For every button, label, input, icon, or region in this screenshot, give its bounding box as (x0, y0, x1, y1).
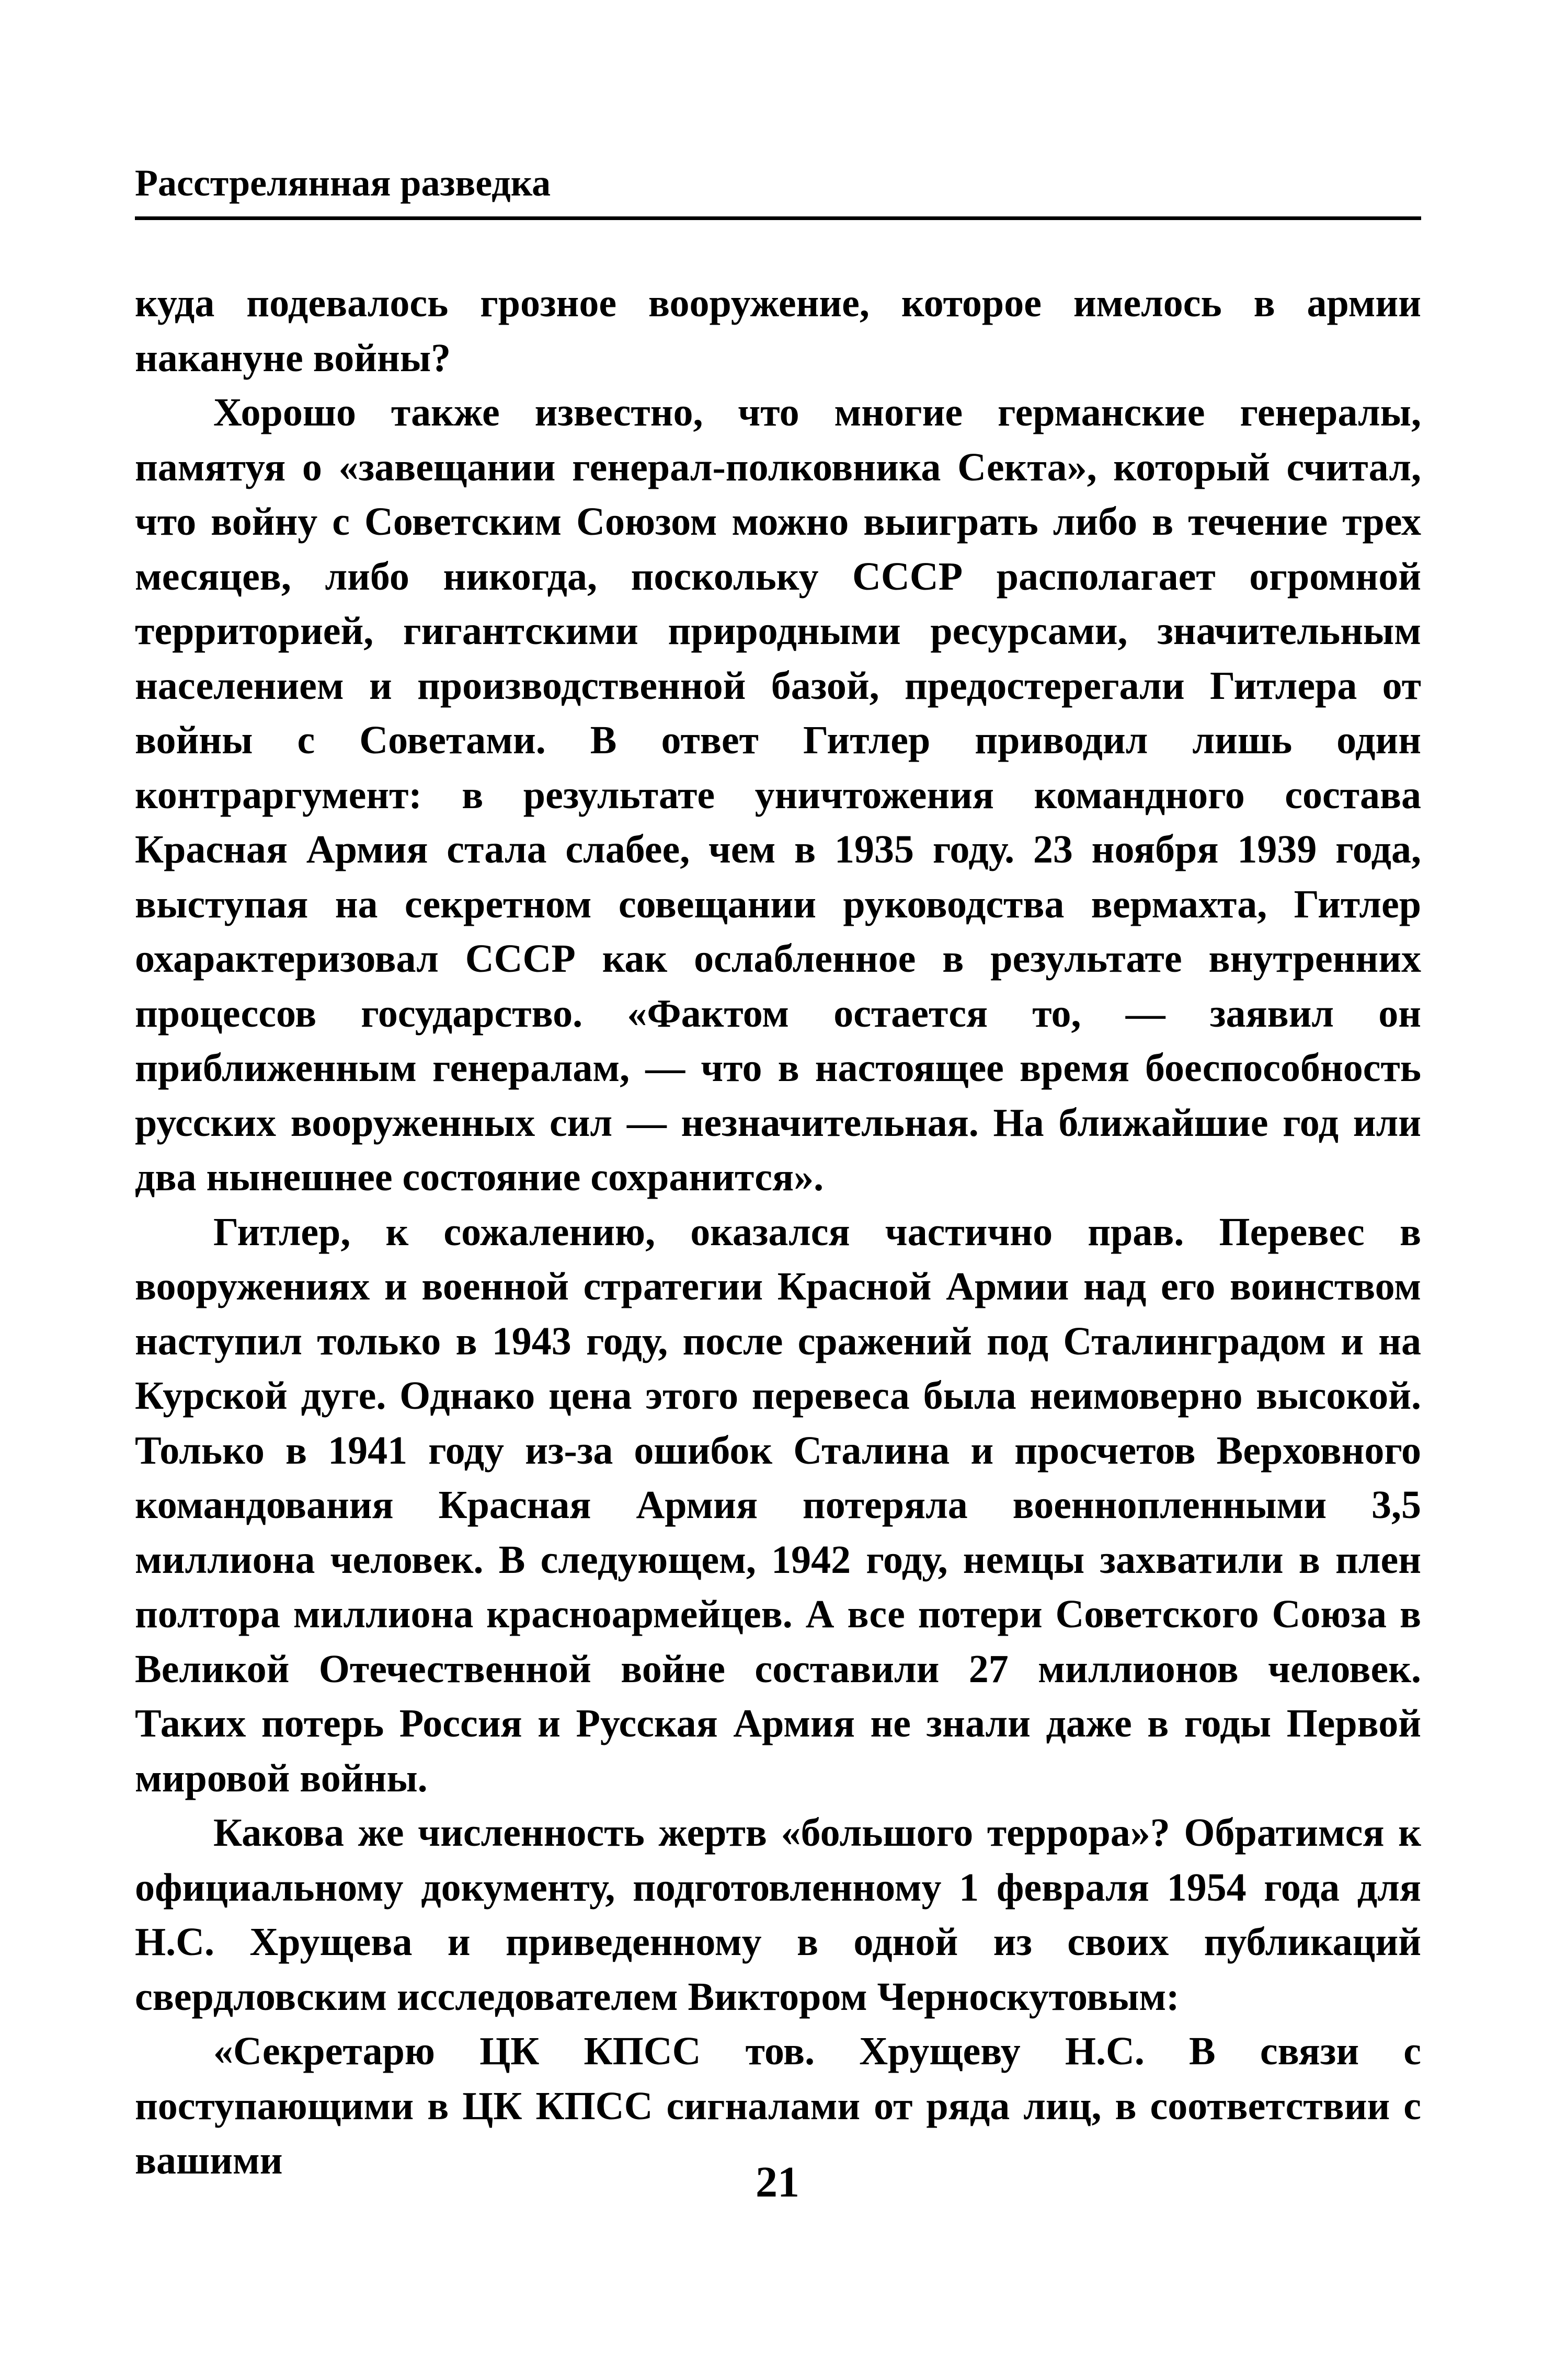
paragraph-quote: «Секретарю ЦК КПСС тов. Хрущеву Н.С. В связи с поступающими в ЦК КПСС сигналами от ряда лиц, в соответствии с вашими (135, 2029, 1421, 2182)
page-number: 21 (756, 2158, 799, 2206)
paragraph: Какова же численность жертв «большого террора»? Обратимся к официальному документу, подготовленному 1 февраля 1954 года для Н.С. Хрущева и приведенному в одной из своих публикаций свердловским исследователем Виктором Черноскутовым: (135, 1811, 1421, 2019)
paragraph: Хорошо также известно, что многие германские генералы, памятуя о «завещании генерал-полковника Секта», который считал, что войну с Советским Союзом можно выиграть либо в течение трех месяцев, либо никогда, поскольку СССР располагает огромной территорией, гигантскими природными ресурсами, значительным населением и производственной базой, предостерегали Гитлера от войны с Советами. В ответ Гитлер приводил лишь один контраргумент: в результате уничтожения командного состава Красная Армия стала слабее, чем в 1935 году. 23 ноября 1939 года, выступая на секретном совещании руководства вермахта, Гитлер охарактеризовал СССР как ослабленное в результате внутренних процессов государство. «Фактом остается то, — заявил он приближенным генералам, — что в настоящее время боеспособность русских вооруженных сил — незначительная. На ближайшие год или два нынешнее состояние сохранится». (135, 390, 1421, 1199)
body-text (135, 276, 1421, 2188)
running-head: Расстрелянная разведка (135, 162, 551, 204)
header-rule (135, 216, 1421, 220)
paragraph: Гитлер, к сожалению, оказался частично прав. Перевес в вооружениях и военной стратегии Красной Армии над его воинством наступил только в 1943 году, после сражений под Сталинградом и на Курской дуге. Однако цена этого перевеса была неимоверно высокой. Только в 1941 году из-за ошибок Сталина и просчетов Верховного командования Красная Армия потеряла военнопленными 3,5 миллиона человек. В следующем, 1942 году, немцы захватили в плен полтора миллиона красноармейцев. А все потери Советского Союза в Великой Отечественной войне составили 27 миллионов человек. Таких потерь Россия и Русская Армия не знали даже в годы Первой мировой войны. (135, 1210, 1421, 1800)
paragraph-continuation: куда подевалось грозное вооружение, которое имелось в армии накануне войны? (135, 281, 1421, 380)
